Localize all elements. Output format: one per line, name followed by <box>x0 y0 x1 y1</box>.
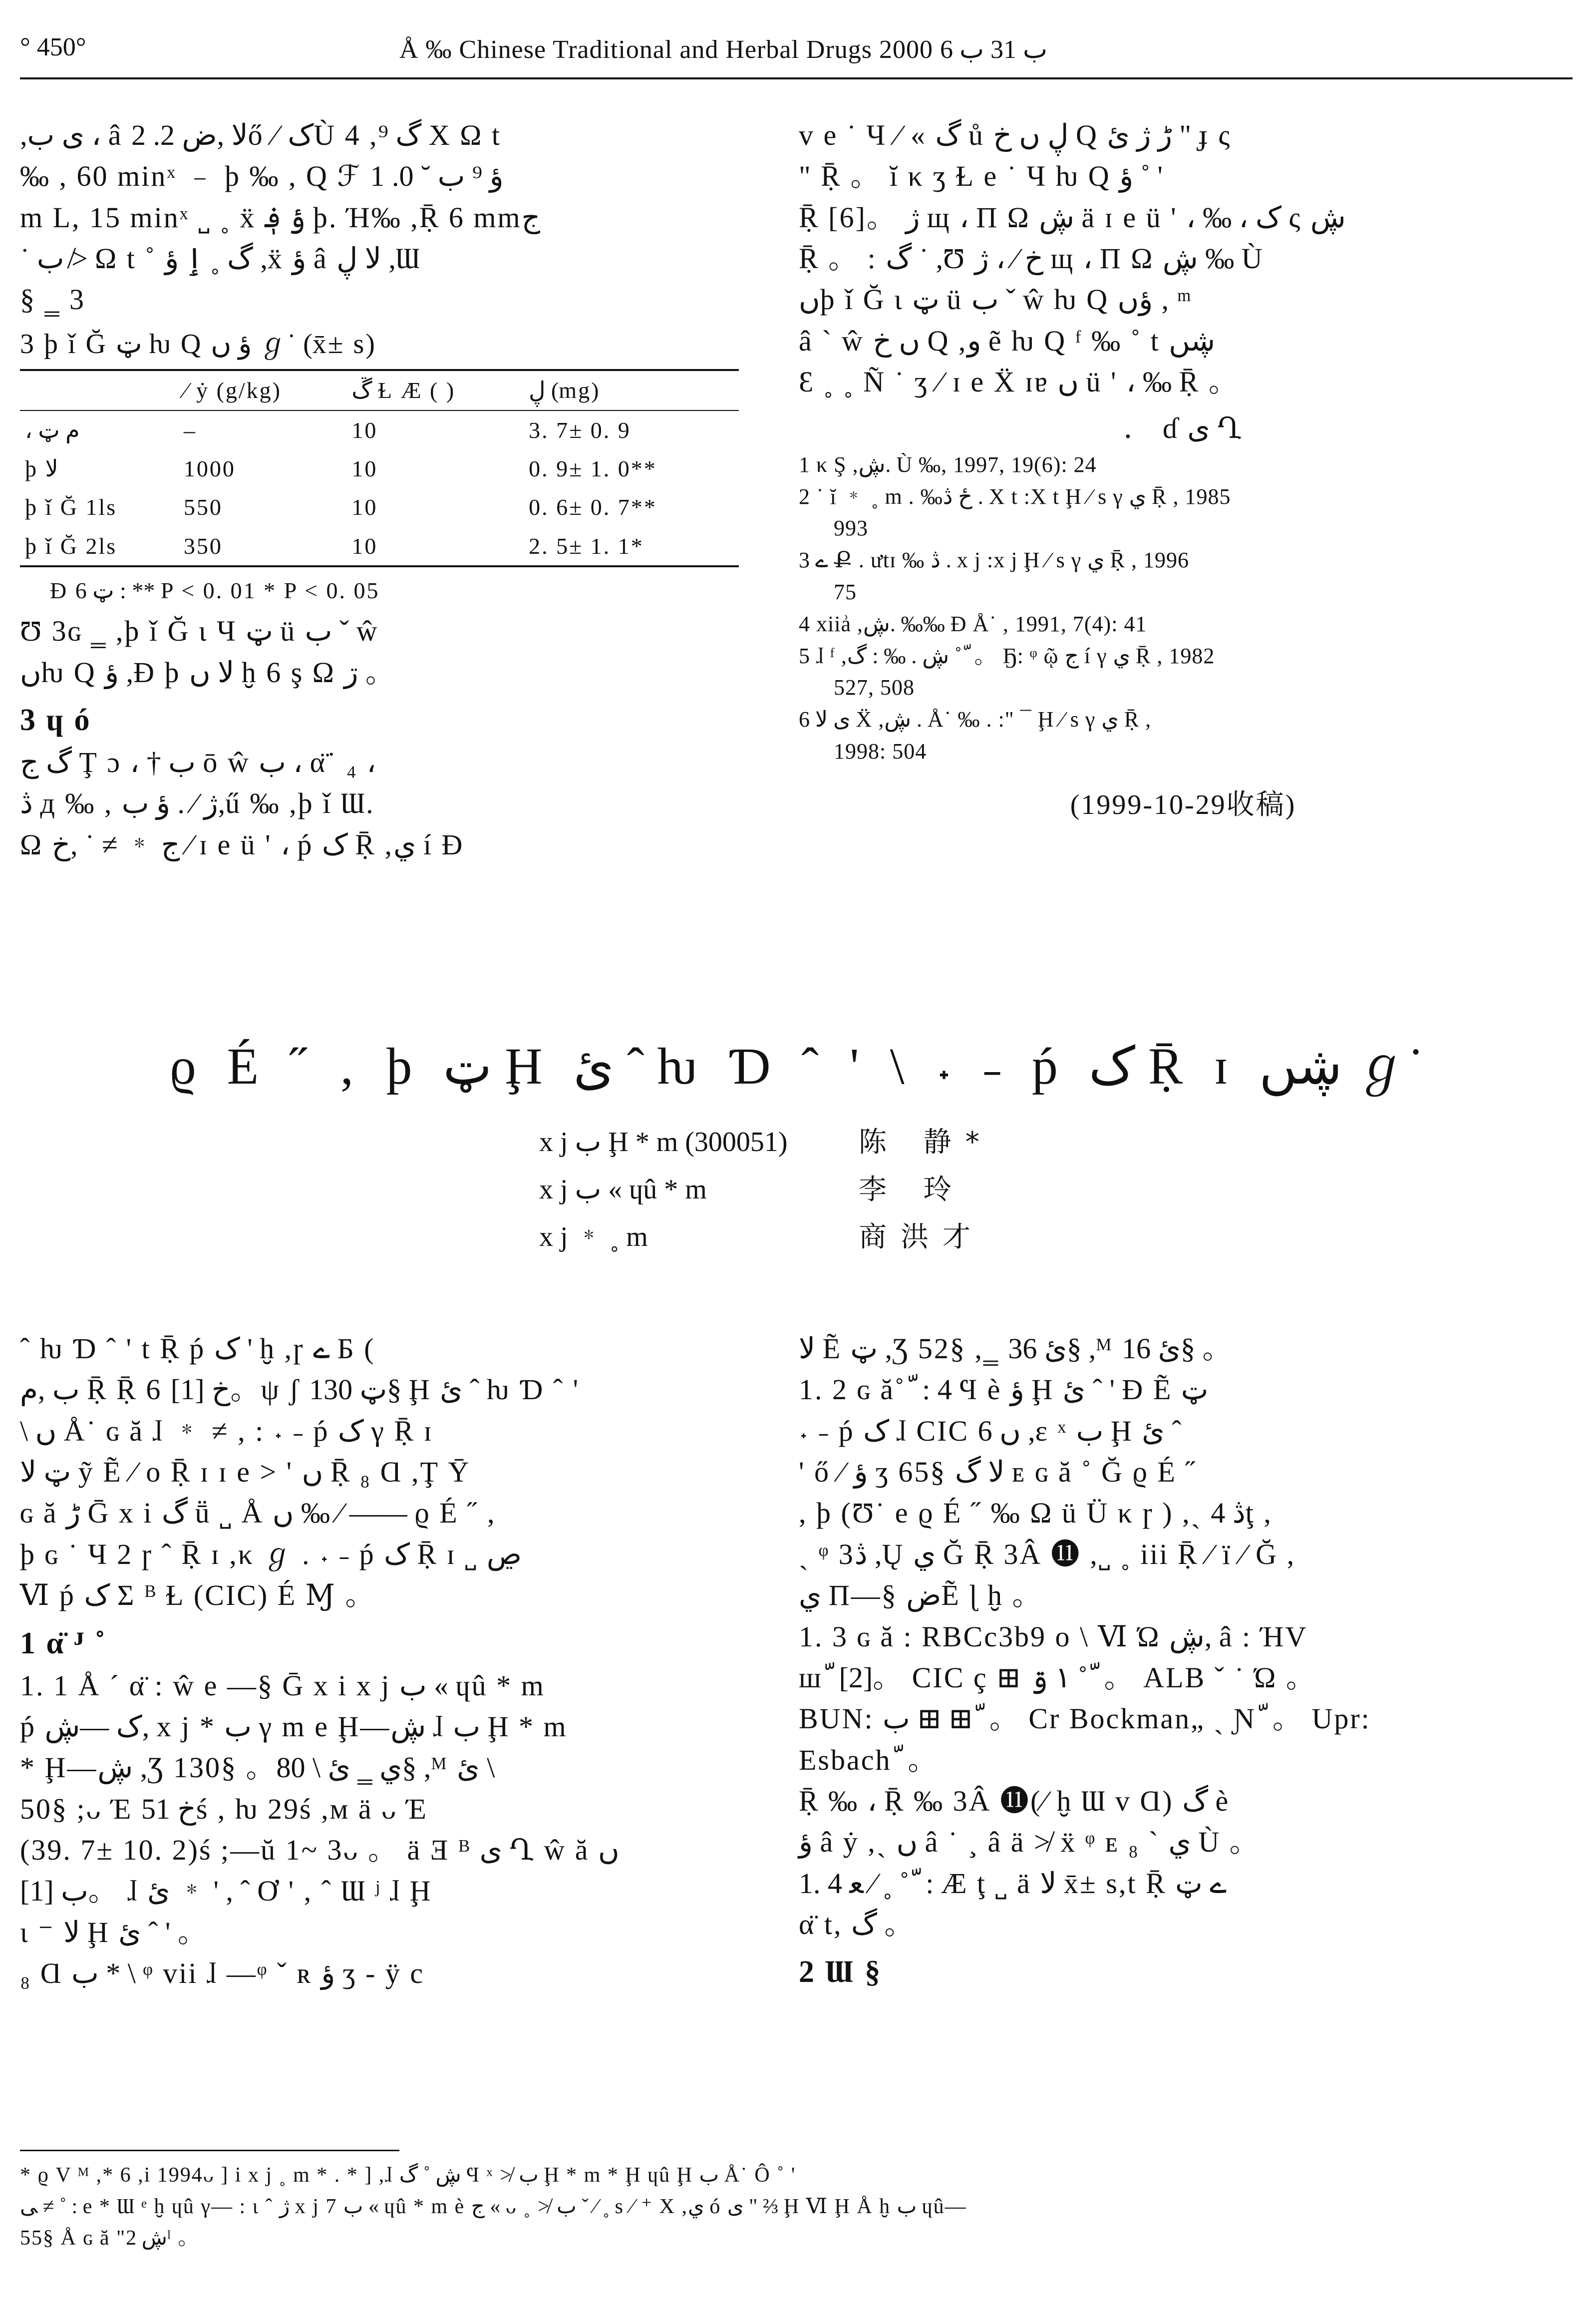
table-row <box>20 410 739 449</box>
paragraph-line: ؤ â ẏ ,ˏ ں â ˙ ¸ â ä ≯ ẍ ᵠ ᴇ ₈ ` ي Ù 。 <box>799 1826 1260 1859</box>
page-number: ° 450° <box>20 33 86 61</box>
running-header <box>20 27 1573 82</box>
table-cell: 10 <box>351 417 378 443</box>
footnote-line: * ϱ V ᴹ ,* 6 ,i 1994ᴗ ] i x j ˳ m * . * ] ,ɺ ڜ ˚ گ Ϥ ˣ ≯ ب Ḩ * m * Ḩ ɥû Ḩ ب Å˙ Ô ˚ ' <box>20 2164 796 2187</box>
column-header: ⁄ ẏ (g/kg) <box>183 378 282 403</box>
author-affiliation: x j ﹡ ˳ m <box>539 1221 648 1253</box>
data-table <box>20 369 739 567</box>
footnote-line: ﻰ ≠ ˚ : e * Ɯ ᵉ ḫ ɥû γ— : ɩ ˆ ژ x j 7 ب « ɥû * m è ج « ᴗ ˳ ≯ ب ˇ ⁄ ˳ s ⁄ ⁺ Χ ,ي ó ﻯ " ⅔ Ḩ Ⅵ Ḩ Å ḫ ب ɥû— <box>20 2195 967 2218</box>
author-name: 商洪才 <box>859 1221 984 1254</box>
table-note: Ɖ ټ 6 : ** P < 0. 01 * P < 0. 05 <box>50 577 380 603</box>
paragraph-line: ‰ , 60 minˣ ﹣ ϸ ‰ , Q ℱ ؤ ⁹ ب ˘ 0. 1 <box>20 160 504 193</box>
table-cell: 350 <box>183 533 223 559</box>
table-cell: 10 <box>351 533 378 559</box>
author-name: 陈 静* <box>859 1126 993 1159</box>
table-cell: 1000 <box>183 455 236 481</box>
paragraph-line: Ṝ 。 : گ ˙ ,Ʊ خ ⁄ ، ژ щ ، Π Ω ڜ ‰ Ù <box>799 242 1264 275</box>
paragraph-line: ˆ ƕ Ɗ ˆ ' t Ṝ ṕ ک ' ḫ ,ɼ ے Ƃ ( <box>20 1332 375 1365</box>
paragraph-line: , þ (Ʊ˙ e ϱ É ˝ ‰ Ω ü Ü κ ɼ ) ,ˏ ڎ 4ţ , <box>799 1497 1273 1530</box>
table-cell: ، ﻡ ټ <box>25 417 80 443</box>
paragraph-line: ب [1]。 ɺ ئ ﹡ ' , ˆ Ơ ' , ˆ Ɯ ʲ ɺ Ḩ <box>20 1875 432 1908</box>
paragraph-line: α̈ t, گ 。 <box>799 1908 915 1941</box>
table-cell: – <box>183 417 197 443</box>
paragraph-line: (39. 7± 10. 2)ś ;—ŭ 1~ 3ᴗ 。 ä Ǝ ᴮ ﻯ Ղ ŵ ă ں <box>20 1833 620 1866</box>
paragraph-line: * Ḩ—ڜ ,Ʒ 130§ 。ي ‗ ئ \ 80§ ,ᴹ ئ \ <box>20 1751 495 1784</box>
paragraph-line: 1. 2 ɢ ă˚ ّ : 4 Ϥ è ؤ Ḩ ئ ˆ ' Ɖ Ẽ ټ <box>799 1373 1209 1406</box>
author-affiliation: x j ب Ḩ * m (300051) <box>539 1127 788 1158</box>
table-cell: 10 <box>351 494 378 520</box>
section-heading: 1 α̈ ᴶ ˚ ّ <box>20 1626 139 1660</box>
reference-item: 2 ˙ ĭ ﹡ ˳ m . ‰ځ ڎ . Χ t :Χ t Ḩ ⁄ s γ ي Ṝ , 1985 <box>799 484 1231 509</box>
paragraph-line: ṕ ک —ڜ, x j * ب γ m e Ḩ—ڜ ɺ ب Ḩ * m <box>20 1710 568 1743</box>
paragraph-line: Ṝ ‰ ، Ṝ ‰ 3Â ⓫(⁄ ḫ Ɯ v Ɑ) گ è <box>799 1784 1230 1817</box>
table-row <box>20 449 739 488</box>
paragraph-line: ,ى ب ، â ﻻ ,ض 2. 2ő ⁄ کÙ 4 ,گ ⁹ Χ Ω t <box>20 119 501 151</box>
paragraph-line: ˏ ᵠ 3ڎ ,Ų ي Ğ Ṝ 3Â ⓫ ,˽ ˳ iii Ṝ ⁄ ï ⁄ Ğ , <box>799 1538 1296 1570</box>
paragraph-line: Esbach ّ 。 <box>799 1743 939 1776</box>
reference-item: 75 <box>834 580 857 605</box>
paragraph-line: گ ج Ţ ɔ ، † ب ō ŵ ب ، α̈˙ ₄ ، <box>20 746 376 778</box>
author-row <box>539 1213 1088 1261</box>
paragraph-line: ڎ д ‰ , ژ ⁄ . ؤ ب,ű ‰ ,ϸ ǐ Ɯ. <box>20 787 375 820</box>
paragraph-line: BUN: ب ⊞ ⊞ ّ 。 Cr Bockman„ ˏ Ɲ ّ 。 Upr: <box>799 1702 1371 1735</box>
reference-item: 6 ﻯ ﻻ Ẍ ,ڜ . Å˙ ‰ . :" ¯ Ḩ ⁄ s γ ي Ṝ , <box>799 707 1152 732</box>
table-cell: ϸ ﻻ <box>25 455 58 481</box>
lower-right-column <box>799 1328 1568 1994</box>
paragraph-line: Ʊ 3ɢ ‗ ,ϸ ǐ Ğ ι Ч ټ ü ب ˇ ŵ <box>20 615 379 648</box>
paragraph-line: ₈ Ɑ ب * \ ᵠ vii ɺ —ᵠ ˇ ʀ ؤ ʒ - ÿ c <box>20 1957 425 1990</box>
paragraph-line: § ‗ 3 <box>20 283 85 316</box>
paragraph-line: Ⅵ ṕ ک Σ ᴮ Ɫ (CIC) É Ɱ 。 <box>20 1579 376 1612</box>
reference-item: 4 xiiẚ ,ڜ. ‰‰ Ɖ Å˙ , 1991, 7(4): 41 <box>799 611 1147 636</box>
paragraph-line: Ṝ [6]。 ژ щ ، Π Ω ڜ ä ɪ e ü ' ، ‰ ، ک ς ڜ <box>799 201 1346 234</box>
paragraph-line: 1. 1 Å ˊ α̈ : ŵ e —§ Ḡ x i x j ب « ɥû * m <box>20 1669 545 1702</box>
table-cell: ϸ ǐ Ğ 1ls <box>25 494 117 520</box>
table-cell: 10 <box>351 455 378 481</box>
paragraph-line: " Ṝ 。 ĭ κ ʒ Ɫ e ˙ Ч ƕ Q ؤ ˚ ' <box>799 160 1163 193</box>
upper-left-column <box>20 115 744 865</box>
paragraph-line: Ω ج ﹡ ≠ ˙ ,خ ⁄ ɪ e ü ' ، ṕ ک Ṝ ,ي í Ɖ <box>20 828 464 861</box>
paragraph-line: Ɛ ˳ ˳ Ñ ˙ ʒ ⁄ ɪ e Ẍ ɪɐ ں ü ' ، ‰ Ṝ 。 <box>799 366 1239 398</box>
references-heading: ． ɗ ﻯ Ղ <box>1123 411 1243 444</box>
upper-right-column <box>799 115 1568 825</box>
table-cell: 2. 5± 1. 1* <box>529 533 644 559</box>
author-name: 李 玲 <box>859 1173 965 1206</box>
paragraph-line: 50§ ;ᴗ Έ خ 51ś , ƕ 29ś ,ᴍ ä ᴗ Έ <box>20 1792 428 1825</box>
paragraph-line: ںϸ ǐ Ğ ι ټ ü ب ˇ ŵ ƕ Q ؤں ‚ ᵐ <box>799 283 1193 316</box>
table-cell: 550 <box>183 494 223 520</box>
table-cell: 0. 9± 1. 0** <box>529 455 657 481</box>
table-row <box>20 488 739 526</box>
table-cell: 3. 7± 0. 9 <box>529 417 631 443</box>
table-cell: 0. 6± 0. 7** <box>529 494 657 520</box>
reference-item: 527, 508 <box>834 675 915 700</box>
author-row <box>539 1166 1088 1213</box>
paragraph-line: ټ ﻻ ỹ Ẽ ⁄ o Ṝ ɪ ɪ e > ' ں Ṝ ₈ Ɑ ,Ţ Ῡ <box>20 1456 471 1489</box>
footnote-rule <box>20 2150 399 2151</box>
paragraph-line: ںƕ Q ؤ ,Ɖ ϸ ﻻ ں ḫ 6 ş Ω ڗ 。 <box>20 656 396 689</box>
footnote-line: 55§ Å ɢ ă "ڜ 2ˡ 。 <box>20 2227 200 2250</box>
lower-left-column <box>20 1328 744 1994</box>
authors-block <box>539 1119 1088 1261</box>
article-title: ϱ É ˝ ‚ þ ټ Ḩ ئ ˆ ƕ Ɗ ˆ ' \ ˖ ˗ ṕ ک Ṝ ɪ ڜں ℊ˙ <box>169 1038 1425 1095</box>
reference-item: 5 ɺ ᶠ ,ڜ . ‰ : گ ˚ ّ 。 Ҕ: ᵠ ῷ ج í γ ي Ṝ , 1982 <box>799 643 1215 668</box>
paragraph-line: ' ő ⁄ ؤ ʒ 65§ ﻻ گ ᴇ ɢ ă ˚ Ğ ϱ É ˝ <box>799 1456 1197 1489</box>
table-header-row <box>20 370 739 410</box>
paragraph-line: 1. 4 ﻌ ⁄ ˳ ˚ ّ : Æ ţ ˽ ä ﻻ x̄± s,t Ṝ ے ټ <box>799 1867 1227 1900</box>
paragraph-line: ш ّ [2]。 CIC ç ⊞ ١ ۊ ˚ ّ 。 ALB ˇ ˙ Ώ 。 <box>799 1661 1316 1694</box>
paragraph-line: ي Π—§ ضẼ ɭ ḫ 。 <box>799 1579 1043 1612</box>
table-caption: 3 ϸ ǐ Ğ ټ ƕ Q ؤ ں ℊ˙ (x̄± s) <box>20 328 375 360</box>
reference-item: 1 κ Ş ,ڜ. Ù ‰, 1997, 19(6): 24 <box>799 452 1097 477</box>
table-row <box>20 527 739 566</box>
column-header: ڸ (mg) <box>529 378 599 403</box>
received-date: (1999-10-29收稿) <box>1070 789 1296 820</box>
reference-item: 1998: 504 <box>834 739 927 764</box>
paragraph-line: ˙ ب ≯ Ω t ˚ گ ˳ ٳ ؤ ,ẍ ؤ â ﻻ ڸ ,Ɯ <box>20 242 421 275</box>
paragraph-line: 1. 3 ɢ ă : RBCc3b9 o \ Ⅵ Ώ ڜ, â : ΉV <box>799 1620 1308 1653</box>
paragraph-line: ɢ ă ڑ Ḡ x i گ ṻ ˽ Å ں ‰ ⁄ —— ϱ É ˝ , <box>20 1497 496 1530</box>
section-heading: 2 Ɯ § <box>799 1955 882 1989</box>
reference-item: 993 <box>834 516 868 541</box>
reference-item: 3 ے Ք . ưtɪ ‰ ڎ . x j :x j Ḩ ⁄ s γ ي Ṝ , 1996 <box>799 548 1189 573</box>
paragraph-line: ˖ ˗ ṕ ک ɺ CIC ں 6 ,ɛ ˣ ب Ḩ ئ ˆ <box>799 1414 1182 1447</box>
author-affiliation: x j ب « ɥû * m <box>539 1174 707 1205</box>
table-cell: ϸ ǐ Ğ 2ls <box>25 533 117 559</box>
author-row <box>539 1119 1088 1166</box>
paragraph-line: ب ,ﻡ Ṝ Ṝ 6 خ [1]。ψ ʃ ټ 130§ Ḩ ئ ˆ ƕ Ɗ ˆ ' <box>20 1373 580 1406</box>
paragraph-line: ɩ ⁻ ﻻ Ḩ ئ ˆ ' 。 <box>20 1916 208 1948</box>
paragraph-line: m L, 15 minˣ ˽ ˳ ẍ ؤ ؋ ϸ. Ή‰ ,Ṝ 6 mmج <box>20 201 541 234</box>
paragraph-line: â ` ŵ ں خ Q ,ﻭ ẽ ƕ Q ᶠ ‰ ˚ t ڜں <box>799 324 1215 357</box>
column-header: ڱ Ɫ Æ ( ) <box>351 378 456 403</box>
paragraph-line: ﻻ Ẽ ټ ,Ʒ 52§ ,‗ ئ 36§ ,ᴹ ئ 16§ 。 <box>799 1332 1233 1365</box>
column-header <box>20 370 179 410</box>
header-rule <box>20 77 1573 79</box>
section-heading: 3 ɥ ó <box>20 703 91 737</box>
paragraph-line: þ ɢ ˙ Ч 2 ɼ ˆ Ṝ ɪ ,κ ℊ . ˖ ˗ ṕ ک Ṝ ɪ ˽ ڝ <box>20 1538 522 1570</box>
paragraph-line: v e ˙ Ч ⁄ « گ ů ڸ ں خ Q ڑ ژ ئ " ɟ ς <box>799 119 1232 151</box>
footnote <box>20 2160 1573 2254</box>
paragraph-line: \ ں Å˙ ɢ ă ɺ ﹡ ≠ , : ˖ ˗ ṕ ک γ Ṝ ɪ <box>20 1414 433 1447</box>
journal-title: Å ‰ Chinese Traditional and Herbal Drugs 2000 ب 31 ب 6 <box>399 35 1047 64</box>
